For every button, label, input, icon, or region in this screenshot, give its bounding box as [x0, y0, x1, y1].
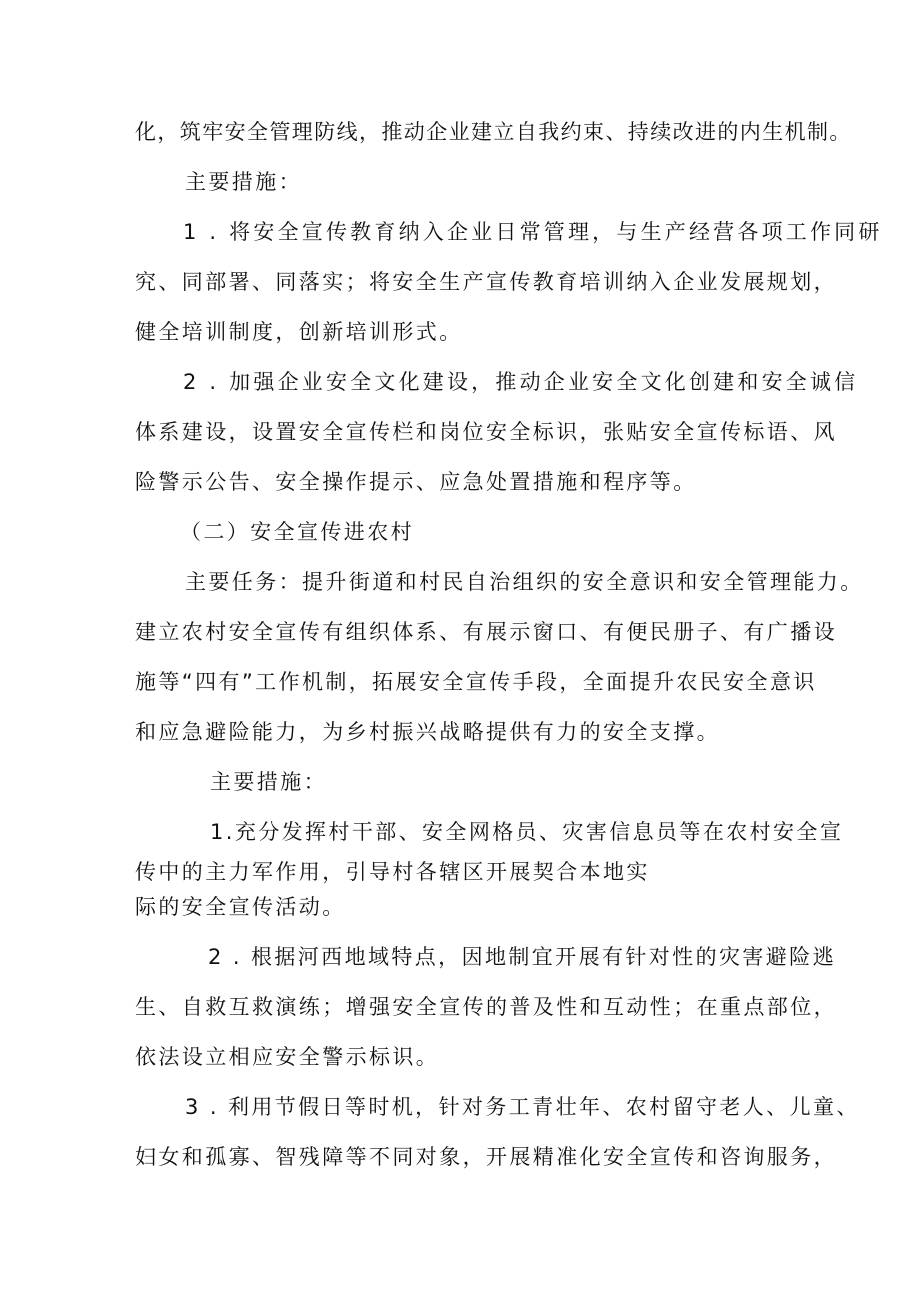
paragraph-line: 生、自救互救演练；增强安全宣传的普及性和互动性；在重点部位， — [135, 995, 837, 1019]
paragraph-line: 传中的主力军作用，引导村各辖区开展契合本地实 — [135, 860, 650, 884]
paragraph-line: 健全培训制度，创新培训形式。 — [135, 320, 463, 344]
paragraph-line: 究、同部署、同落实；将安全生产宣传教育培训纳入企业发展规划， — [135, 270, 837, 294]
paragraph-line: 1 . 将安全宣传教育纳入企业日常管理，与生产经营各项工作同研 — [183, 220, 883, 244]
paragraph-line: 险警示公告、安全操作提示、应急处置措施和程序等。 — [135, 470, 697, 494]
paragraph-line: 3 . 利用节假日等时机，针对务工青壮年、农村留守老人、儿童、 — [185, 1095, 860, 1119]
section-heading: 主要措施： — [210, 770, 327, 794]
paragraph-line: 2 . 加强企业安全文化建设，推动企业安全文化创建和安全诚信 — [183, 370, 859, 394]
paragraph-line: 际的安全宣传活动。 — [135, 895, 346, 919]
paragraph-line: 依法设立相应安全警示标识。 — [135, 1045, 440, 1069]
paragraph-line: 施等“四有”工作机制，拓展安全宣传手段，全面提升农民安全意识 — [135, 670, 817, 694]
section-heading: （二）安全宣传进农村 — [180, 520, 414, 544]
paragraph-line: 建立农村安全宣传有组织体系、有展示窗口、有便民册子、有广播设 — [135, 620, 837, 644]
paragraph-line: 主要任务：提升街道和村民自治组织的安全意识和安全管理能力。 — [185, 570, 864, 594]
paragraph-line: 化，筑牢安全管理防线，推动企业建立自我约束、持续改进的内生机制。 — [135, 120, 852, 144]
paragraph-line: 体系建设，设置安全宣传栏和岗位安全标识，张贴安全宣传标语、风 — [135, 420, 837, 444]
paragraph-line: 和应急避险能力，为乡村振兴战略提供有力的安全支撑。 — [135, 720, 720, 744]
paragraph-line: 妇女和孤寡、智残障等不同对象，开展精准化安全宣传和咨询服务， — [135, 1145, 837, 1169]
paragraph-line: 1.充分发挥村干部、安全网格员、灾害信息员等在农村安全宣 — [210, 820, 844, 844]
paragraph-line: 2 . 根据河西地域特点，因地制宜开展有针对性的灾害避险逃 — [208, 945, 836, 969]
section-heading: 主要措施： — [185, 170, 302, 194]
